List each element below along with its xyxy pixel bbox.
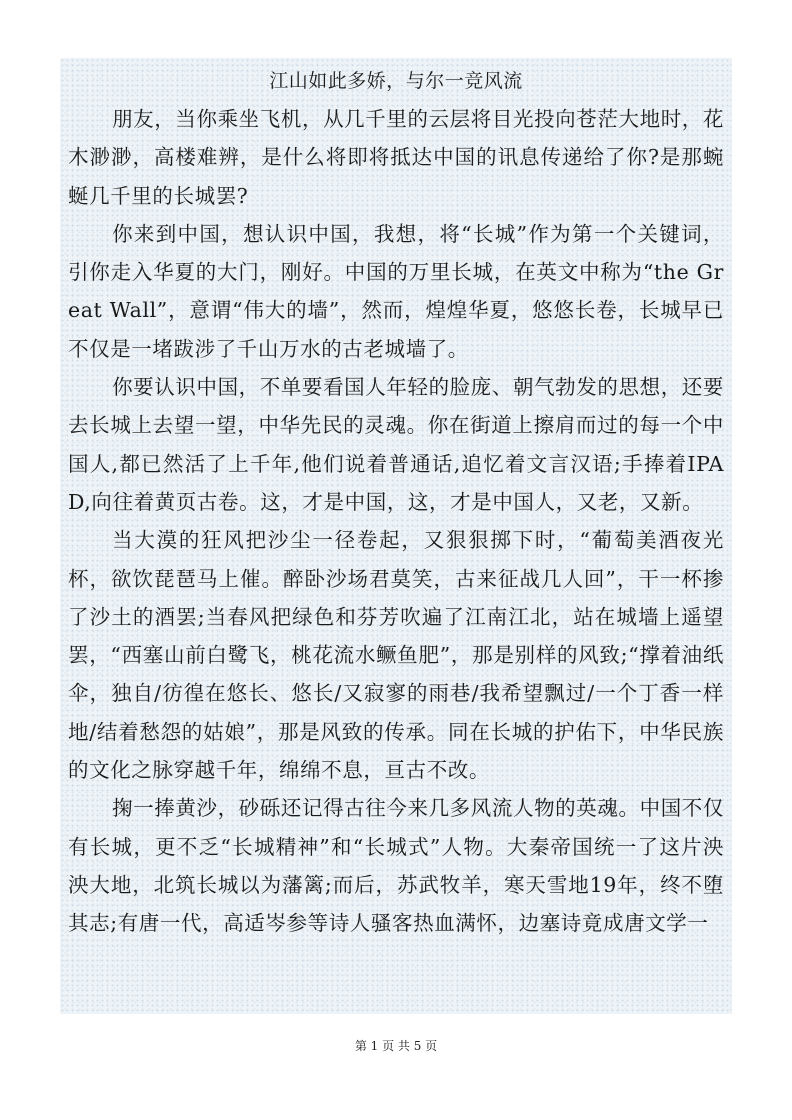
page-number-footer: 第 1 页 共 5 页: [354, 1039, 438, 1053]
paragraph-3: 你要认识中国，不单要看国人年轻的脸庞、朝气勃发的思想，还要去长城上去望一望，中华先民的灵魂。你在街道上擦肩而过的每一个中国人,都已然活了上千年,他们说着普通话,追忆着文言汉语;手捧着IPAD,向往着黄页古卷。这，才是中国，这，才是中国人，又老，又新。: [68, 375, 724, 514]
document-title: 江山如此多娇，与尔一竞风流: [269, 70, 523, 92]
text-area: [60, 58, 732, 1014]
paragraph-1: 朋友，当你乘坐飞机，从几千里的云层将目光投向苍茫大地时，花木渺渺，高楼难辨，是什么将即将抵达中国的讯息传递给了你?是那蜿蜒几千里的长城罢?: [68, 107, 724, 208]
paragraph-4: 当大漠的狂风把沙尘一径卷起，又狠狠掷下时，“葡萄美酒夜光杯，欲饮琵琶马上催。醉卧沙场君莫笑，古来征战几人回”，干一杯掺了沙土的酒罢;当春风把绿色和芬芳吹遍了江南江北，站在城墙上遥望罢，“西塞山前白鹭飞，桃花流水鳜鱼肥”，那是别样的风致;“撑着油纸伞，独自/彷徨在悠长、悠长/又寂寥的雨巷/我希望飘过/一个丁香一样地/结着愁怨的姑娘”，那是风致的传承。同在长城的护佑下，中华民族的文化之脉穿越千年，绵绵不息，亘古不改。: [68, 528, 724, 783]
paragraph-2: 你来到中国，想认识中国，我想，将“长城”作为第一个关键词，引你走入华夏的大门，刚好。中国的万里长城，在英文中称为“the Great Wall”，意谓“伟大的墙”，然而，煌煌华夏，悠悠长卷，长城早已不仅是一堵跋涉了千山万水的古老城墙了。: [68, 221, 724, 361]
paragraph-5: 掬一捧黄沙，砂砾还记得古往今来几多风流人物的英魂。中国不仅有长城，更不乏“长城精神”和“长城式”人物。大秦帝国统一了这片泱泱大地，北筑长城以为藩篱;而后，苏武牧羊，寒天雪地19年，终不堕其志;有唐一代，高适岑参等诗人骚客热血满怀，边塞诗竟成唐文学一: [68, 796, 724, 936]
